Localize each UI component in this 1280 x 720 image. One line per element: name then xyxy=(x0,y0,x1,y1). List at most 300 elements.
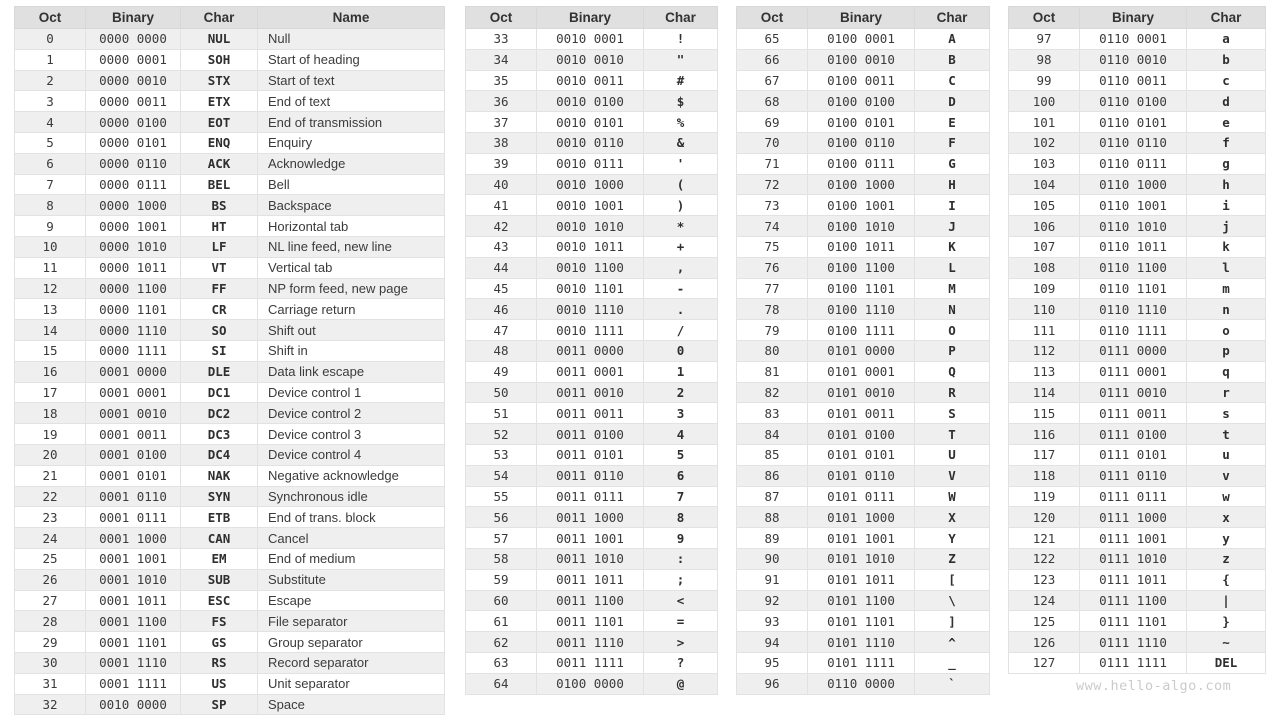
char-cell: 9 xyxy=(644,528,718,549)
table-row xyxy=(1009,611,1266,632)
oct-cell: 109 xyxy=(1009,278,1080,299)
column-header-binary: Binary xyxy=(808,7,915,29)
binary-cell: 0111 1110 xyxy=(1080,632,1187,653)
binary-cell: 0111 1100 xyxy=(1080,590,1187,611)
oct-cell: 116 xyxy=(1009,424,1080,445)
table-row xyxy=(466,486,718,507)
char-cell: SUB xyxy=(181,569,258,590)
header-row xyxy=(466,7,718,29)
table-row xyxy=(1009,403,1266,424)
binary-cell: 0100 1001 xyxy=(808,195,915,216)
oct-cell: 60 xyxy=(466,590,537,611)
table-row xyxy=(1009,70,1266,91)
oct-cell: 105 xyxy=(1009,195,1080,216)
oct-cell: 58 xyxy=(466,548,537,569)
table-row xyxy=(15,112,445,133)
binary-cell: 0001 0101 xyxy=(86,465,181,486)
table-row xyxy=(466,424,718,445)
oct-cell: 126 xyxy=(1009,632,1080,653)
name-cell: Cancel xyxy=(258,528,445,549)
table-row xyxy=(466,528,718,549)
oct-cell: 96 xyxy=(737,673,808,694)
char-cell: n xyxy=(1187,299,1266,320)
table-row xyxy=(737,444,990,465)
table-row xyxy=(737,236,990,257)
oct-cell: 77 xyxy=(737,278,808,299)
binary-cell: 0001 1111 xyxy=(86,673,181,694)
char-cell: ] xyxy=(915,611,990,632)
binary-cell: 0010 1100 xyxy=(537,257,644,278)
char-cell: o xyxy=(1187,320,1266,341)
binary-cell: 0100 1011 xyxy=(808,236,915,257)
table-row xyxy=(15,611,445,632)
binary-cell: 0111 1011 xyxy=(1080,569,1187,590)
table-row xyxy=(466,444,718,465)
char-cell: DC4 xyxy=(181,444,258,465)
char-cell: EM xyxy=(181,548,258,569)
char-cell: ) xyxy=(644,195,718,216)
ascii-table-punctuation-digits xyxy=(465,6,718,695)
oct-cell: 101 xyxy=(1009,112,1080,133)
oct-cell: 84 xyxy=(737,424,808,445)
oct-cell: 79 xyxy=(737,320,808,341)
table-row xyxy=(737,465,990,486)
char-cell: q xyxy=(1187,361,1266,382)
char-cell: P xyxy=(915,340,990,361)
binary-cell: 0001 1000 xyxy=(86,528,181,549)
char-cell: ' xyxy=(644,153,718,174)
table-row xyxy=(466,29,718,50)
oct-cell: 47 xyxy=(466,320,537,341)
oct-cell: 95 xyxy=(737,652,808,673)
binary-cell: 0000 0001 xyxy=(86,49,181,70)
binary-cell: 0100 1110 xyxy=(808,299,915,320)
char-cell: N xyxy=(915,299,990,320)
table-row xyxy=(1009,153,1266,174)
name-cell: End of medium xyxy=(258,548,445,569)
table-row xyxy=(15,216,445,237)
oct-cell: 93 xyxy=(737,611,808,632)
binary-cell: 0111 0111 xyxy=(1080,486,1187,507)
binary-cell: 0110 0100 xyxy=(1080,91,1187,112)
table-row xyxy=(15,569,445,590)
binary-cell: 0111 1101 xyxy=(1080,611,1187,632)
binary-cell: 0110 1001 xyxy=(1080,195,1187,216)
oct-cell: 114 xyxy=(1009,382,1080,403)
oct-cell: 71 xyxy=(737,153,808,174)
table-row xyxy=(737,486,990,507)
oct-cell: 99 xyxy=(1009,70,1080,91)
oct-cell: 89 xyxy=(737,528,808,549)
oct-cell: 28 xyxy=(15,611,86,632)
table-row xyxy=(15,132,445,153)
name-cell: Substitute xyxy=(258,569,445,590)
table-row xyxy=(466,299,718,320)
binary-cell: 0101 1100 xyxy=(808,590,915,611)
char-cell: US xyxy=(181,673,258,694)
binary-cell: 0111 0000 xyxy=(1080,340,1187,361)
char-cell: r xyxy=(1187,382,1266,403)
char-cell: 0 xyxy=(644,340,718,361)
table-row xyxy=(466,632,718,653)
binary-cell: 0001 1010 xyxy=(86,569,181,590)
oct-cell: 5 xyxy=(15,132,86,153)
oct-cell: 64 xyxy=(466,673,537,694)
binary-cell: 0101 0011 xyxy=(808,403,915,424)
char-cell: M xyxy=(915,278,990,299)
binary-cell: 0000 0000 xyxy=(86,29,181,50)
char-cell: % xyxy=(644,112,718,133)
oct-cell: 4 xyxy=(15,112,86,133)
binary-cell: 0010 1010 xyxy=(537,216,644,237)
table-row xyxy=(466,112,718,133)
binary-cell: 0000 0011 xyxy=(86,91,181,112)
oct-cell: 87 xyxy=(737,486,808,507)
table-row xyxy=(737,257,990,278)
oct-cell: 40 xyxy=(466,174,537,195)
char-cell: + xyxy=(644,236,718,257)
table-row xyxy=(1009,236,1266,257)
name-cell: Shift out xyxy=(258,320,445,341)
char-cell: \ xyxy=(915,590,990,611)
oct-cell: 83 xyxy=(737,403,808,424)
oct-cell: 82 xyxy=(737,382,808,403)
table-row xyxy=(15,236,445,257)
binary-cell: 0010 0001 xyxy=(537,29,644,50)
oct-cell: 97 xyxy=(1009,29,1080,50)
char-cell: G xyxy=(915,153,990,174)
binary-cell: 0110 0101 xyxy=(1080,112,1187,133)
binary-cell: 0000 1100 xyxy=(86,278,181,299)
char-cell: g xyxy=(1187,153,1266,174)
table-row xyxy=(1009,132,1266,153)
oct-cell: 107 xyxy=(1009,236,1080,257)
table-row xyxy=(15,632,445,653)
table-row xyxy=(466,195,718,216)
table-row xyxy=(466,548,718,569)
oct-cell: 119 xyxy=(1009,486,1080,507)
name-cell: NL line feed, new line xyxy=(258,236,445,257)
binary-cell: 0110 0000 xyxy=(808,673,915,694)
oct-cell: 36 xyxy=(466,91,537,112)
oct-cell: 42 xyxy=(466,216,537,237)
oct-cell: 120 xyxy=(1009,507,1080,528)
oct-cell: 7 xyxy=(15,174,86,195)
oct-cell: 85 xyxy=(737,444,808,465)
name-cell: Start of text xyxy=(258,70,445,91)
table-row xyxy=(15,424,445,445)
binary-cell: 0000 1111 xyxy=(86,340,181,361)
table-row xyxy=(466,652,718,673)
oct-cell: 2 xyxy=(15,70,86,91)
table-row xyxy=(737,132,990,153)
binary-cell: 0110 0110 xyxy=(1080,132,1187,153)
char-cell: _ xyxy=(915,652,990,673)
char-cell: t xyxy=(1187,424,1266,445)
char-cell: T xyxy=(915,424,990,445)
name-cell: NP form feed, new page xyxy=(258,278,445,299)
binary-cell: 0001 0000 xyxy=(86,361,181,382)
binary-cell: 0100 0100 xyxy=(808,91,915,112)
char-cell: } xyxy=(1187,611,1266,632)
oct-cell: 21 xyxy=(15,465,86,486)
oct-cell: 104 xyxy=(1009,174,1080,195)
binary-cell: 0011 1000 xyxy=(537,507,644,528)
name-cell: Group separator xyxy=(258,632,445,653)
oct-cell: 86 xyxy=(737,465,808,486)
ascii-table-lowercase xyxy=(1008,6,1266,674)
oct-cell: 39 xyxy=(466,153,537,174)
table-row xyxy=(15,174,445,195)
char-cell: w xyxy=(1187,486,1266,507)
char-cell: ESC xyxy=(181,590,258,611)
table-row xyxy=(737,611,990,632)
char-cell: | xyxy=(1187,590,1266,611)
table-row xyxy=(466,361,718,382)
name-cell: Null xyxy=(258,29,445,50)
table-row xyxy=(15,340,445,361)
table-row xyxy=(737,299,990,320)
binary-cell: 0001 1011 xyxy=(86,590,181,611)
table-row xyxy=(737,548,990,569)
oct-cell: 30 xyxy=(15,652,86,673)
char-cell: 8 xyxy=(644,507,718,528)
char-cell: SO xyxy=(181,320,258,341)
name-cell: Escape xyxy=(258,590,445,611)
name-cell: Bell xyxy=(258,174,445,195)
char-cell: = xyxy=(644,611,718,632)
binary-cell: 0111 0010 xyxy=(1080,382,1187,403)
binary-cell: 0110 1010 xyxy=(1080,216,1187,237)
char-cell: p xyxy=(1187,340,1266,361)
table-row xyxy=(1009,486,1266,507)
binary-cell: 0001 0110 xyxy=(86,486,181,507)
oct-cell: 46 xyxy=(466,299,537,320)
char-cell: ( xyxy=(644,174,718,195)
table-row xyxy=(737,673,990,694)
oct-cell: 50 xyxy=(466,382,537,403)
binary-cell: 0000 1101 xyxy=(86,299,181,320)
char-cell: RS xyxy=(181,652,258,673)
oct-cell: 20 xyxy=(15,444,86,465)
binary-cell: 0110 1100 xyxy=(1080,257,1187,278)
char-cell: VT xyxy=(181,257,258,278)
binary-cell: 0101 1111 xyxy=(808,652,915,673)
binary-cell: 0100 0111 xyxy=(808,153,915,174)
char-cell: I xyxy=(915,195,990,216)
oct-cell: 74 xyxy=(737,216,808,237)
oct-cell: 26 xyxy=(15,569,86,590)
char-cell: - xyxy=(644,278,718,299)
table-row xyxy=(466,611,718,632)
char-cell: ETB xyxy=(181,507,258,528)
binary-cell: 0100 0011 xyxy=(808,70,915,91)
table-row xyxy=(15,465,445,486)
binary-cell: 0010 0111 xyxy=(537,153,644,174)
oct-cell: 23 xyxy=(15,507,86,528)
binary-cell: 0011 1010 xyxy=(537,548,644,569)
table-row xyxy=(1009,320,1266,341)
table-row xyxy=(737,403,990,424)
char-cell: y xyxy=(1187,528,1266,549)
name-cell: Horizontal tab xyxy=(258,216,445,237)
char-cell: E xyxy=(915,112,990,133)
column-header-char: Char xyxy=(915,7,990,29)
column-header-oct: Oct xyxy=(15,7,86,29)
char-cell: ` xyxy=(915,673,990,694)
char-cell: ! xyxy=(644,29,718,50)
oct-cell: 72 xyxy=(737,174,808,195)
header-row xyxy=(15,7,445,29)
name-cell: Space xyxy=(258,694,445,715)
table-row xyxy=(15,361,445,382)
char-cell: DC1 xyxy=(181,382,258,403)
binary-cell: 0101 0000 xyxy=(808,340,915,361)
table-row xyxy=(1009,528,1266,549)
name-cell: End of transmission xyxy=(258,112,445,133)
table-row xyxy=(1009,340,1266,361)
binary-cell: 0011 1111 xyxy=(537,652,644,673)
binary-cell: 0011 1101 xyxy=(537,611,644,632)
char-cell: HT xyxy=(181,216,258,237)
oct-cell: 123 xyxy=(1009,569,1080,590)
table-row xyxy=(466,70,718,91)
name-cell: Carriage return xyxy=(258,299,445,320)
oct-cell: 0 xyxy=(15,29,86,50)
char-cell: / xyxy=(644,320,718,341)
char-cell: v xyxy=(1187,465,1266,486)
binary-cell: 0011 1011 xyxy=(537,569,644,590)
binary-cell: 0000 0010 xyxy=(86,70,181,91)
column-header-name: Name xyxy=(258,7,445,29)
table-row xyxy=(466,153,718,174)
table-row xyxy=(1009,49,1266,70)
ascii-table-control xyxy=(14,6,445,715)
table-row xyxy=(737,49,990,70)
table-row xyxy=(737,382,990,403)
table-row xyxy=(15,70,445,91)
char-cell: R xyxy=(915,382,990,403)
binary-cell: 0001 0010 xyxy=(86,403,181,424)
table-row xyxy=(466,320,718,341)
char-cell: : xyxy=(644,548,718,569)
table-row xyxy=(737,320,990,341)
oct-cell: 63 xyxy=(466,652,537,673)
table-row xyxy=(1009,507,1266,528)
char-cell: j xyxy=(1187,216,1266,237)
binary-cell: 0101 0110 xyxy=(808,465,915,486)
char-cell: DC3 xyxy=(181,424,258,445)
table-row xyxy=(1009,216,1266,237)
table-row xyxy=(466,49,718,70)
binary-cell: 0111 0101 xyxy=(1080,444,1187,465)
oct-cell: 1 xyxy=(15,49,86,70)
table-row xyxy=(466,590,718,611)
table-row xyxy=(737,174,990,195)
table-row xyxy=(466,257,718,278)
table-row xyxy=(466,236,718,257)
oct-cell: 35 xyxy=(466,70,537,91)
binary-cell: 0011 1001 xyxy=(537,528,644,549)
oct-cell: 3 xyxy=(15,91,86,112)
oct-cell: 106 xyxy=(1009,216,1080,237)
name-cell: Device control 1 xyxy=(258,382,445,403)
table-row xyxy=(737,195,990,216)
oct-cell: 91 xyxy=(737,569,808,590)
char-cell: CAN xyxy=(181,528,258,549)
oct-cell: 100 xyxy=(1009,91,1080,112)
binary-cell: 0001 1100 xyxy=(86,611,181,632)
oct-cell: 19 xyxy=(15,424,86,445)
binary-cell: 0010 0000 xyxy=(86,694,181,715)
char-cell: Y xyxy=(915,528,990,549)
binary-cell: 0101 0101 xyxy=(808,444,915,465)
oct-cell: 12 xyxy=(15,278,86,299)
oct-cell: 18 xyxy=(15,403,86,424)
char-cell: u xyxy=(1187,444,1266,465)
header-row xyxy=(737,7,990,29)
char-cell: k xyxy=(1187,236,1266,257)
oct-cell: 14 xyxy=(15,320,86,341)
table-row xyxy=(15,91,445,112)
oct-cell: 17 xyxy=(15,382,86,403)
binary-cell: 0010 0110 xyxy=(537,132,644,153)
oct-cell: 125 xyxy=(1009,611,1080,632)
char-cell: . xyxy=(644,299,718,320)
table-row xyxy=(15,486,445,507)
char-cell: SYN xyxy=(181,486,258,507)
header-row xyxy=(1009,7,1266,29)
oct-cell: 110 xyxy=(1009,299,1080,320)
char-cell: J xyxy=(915,216,990,237)
binary-cell: 0111 0110 xyxy=(1080,465,1187,486)
table-row xyxy=(15,528,445,549)
name-cell: Shift in xyxy=(258,340,445,361)
table-row xyxy=(737,528,990,549)
binary-cell: 0010 0100 xyxy=(537,91,644,112)
table-row xyxy=(1009,195,1266,216)
table-row xyxy=(737,278,990,299)
oct-cell: 121 xyxy=(1009,528,1080,549)
oct-cell: 68 xyxy=(737,91,808,112)
char-cell: [ xyxy=(915,569,990,590)
char-cell: e xyxy=(1187,112,1266,133)
table-row xyxy=(466,673,718,694)
binary-cell: 0000 1001 xyxy=(86,216,181,237)
oct-cell: 76 xyxy=(737,257,808,278)
oct-cell: 118 xyxy=(1009,465,1080,486)
oct-cell: 88 xyxy=(737,507,808,528)
char-cell: ACK xyxy=(181,153,258,174)
table-row xyxy=(1009,465,1266,486)
binary-cell: 0100 0000 xyxy=(537,673,644,694)
table-row xyxy=(737,340,990,361)
oct-cell: 55 xyxy=(466,486,537,507)
binary-cell: 0101 1001 xyxy=(808,528,915,549)
table-row xyxy=(15,382,445,403)
binary-cell: 0101 0100 xyxy=(808,424,915,445)
binary-cell: 0001 0001 xyxy=(86,382,181,403)
table-row xyxy=(15,507,445,528)
name-cell: Synchronous idle xyxy=(258,486,445,507)
char-cell: ? xyxy=(644,652,718,673)
char-cell: < xyxy=(644,590,718,611)
char-cell: 2 xyxy=(644,382,718,403)
table-row xyxy=(737,153,990,174)
oct-cell: 15 xyxy=(15,340,86,361)
table-row xyxy=(15,652,445,673)
table-row xyxy=(15,444,445,465)
